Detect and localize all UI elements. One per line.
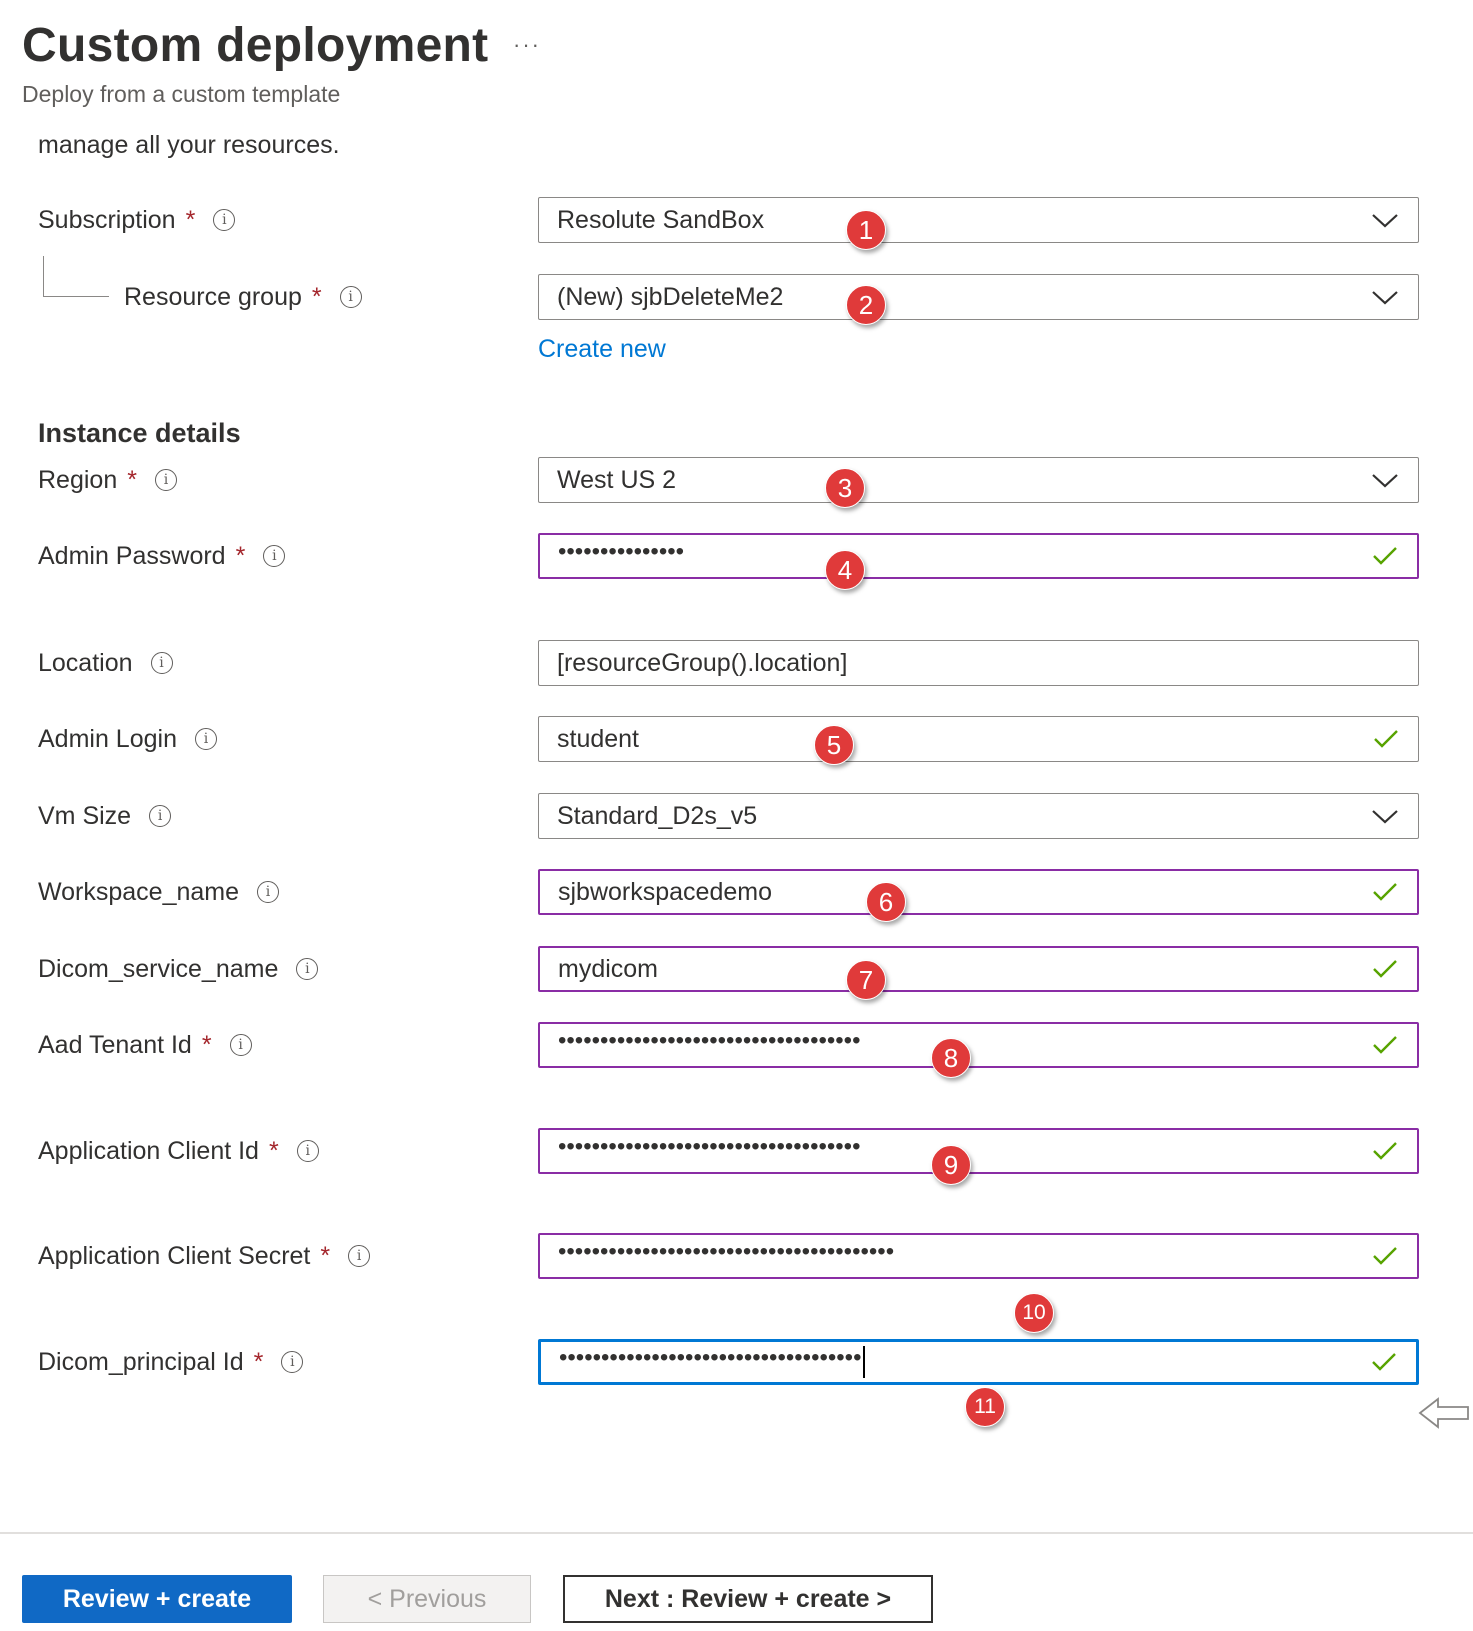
admin-password-value: •••••••••••••••	[558, 540, 685, 564]
info-icon[interactable]: i	[257, 881, 279, 903]
aad-tenant-id-label-text: Aad Tenant Id	[38, 1030, 192, 1059]
admin-login-label	[38, 716, 217, 762]
checkmark-icon	[1371, 1245, 1399, 1267]
application-client-secret-value: ••••••••••••••••••••••••••••••••••••••••	[558, 1240, 895, 1264]
region-dropdown[interactable]	[538, 457, 1419, 503]
info-icon[interactable]: i	[297, 1140, 319, 1162]
dicom-principal-id-label-text: Dicom_principal Id	[38, 1347, 244, 1376]
info-icon[interactable]: i	[348, 1245, 370, 1267]
admin-password-input[interactable]	[538, 533, 1419, 579]
admin-login-label-text: Admin Login	[38, 724, 177, 753]
admin-login-input[interactable]	[538, 716, 1419, 762]
resource-group-label	[124, 274, 362, 320]
resource-group-dropdown[interactable]	[538, 274, 1419, 320]
vm-size-label-text: Vm Size	[38, 801, 132, 830]
info-icon[interactable]: i	[195, 728, 217, 750]
annotation-badge: 6	[866, 882, 906, 922]
annotation-badge: 1	[846, 210, 886, 250]
application-client-secret-input[interactable]	[538, 1233, 1419, 1279]
chevron-down-icon	[1370, 287, 1400, 307]
checkmark-icon	[1370, 1351, 1398, 1373]
required-marker: *	[235, 541, 246, 570]
info-icon[interactable]: i	[281, 1351, 303, 1373]
aad-tenant-id-input[interactable]	[538, 1022, 1419, 1068]
subscription-label	[38, 197, 235, 243]
vm-size-dropdown[interactable]	[538, 793, 1419, 839]
info-icon[interactable]: i	[340, 286, 362, 308]
region-label-text: Region	[38, 465, 118, 494]
aad-tenant-id-value: ••••••••••••••••••••••••••••••••••••	[558, 1029, 861, 1053]
subscription-value: Resolute SandBox	[557, 205, 765, 234]
info-icon[interactable]: i	[263, 545, 285, 567]
checkmark-icon	[1371, 958, 1399, 980]
info-icon[interactable]: i	[213, 209, 235, 231]
dicom-service-name-label-text: Dicom_service_name	[38, 954, 279, 983]
dicom-principal-id-label	[38, 1339, 303, 1385]
info-icon[interactable]: i	[149, 805, 171, 827]
required-marker: *	[253, 1347, 264, 1376]
location-value: [resourceGroup().location]	[557, 648, 848, 677]
required-marker: *	[268, 1136, 279, 1165]
application-client-id-label	[38, 1128, 319, 1174]
footer-divider	[0, 1532, 1473, 1534]
dicom-principal-id-input[interactable]	[538, 1339, 1419, 1385]
aad-tenant-id-label	[38, 1022, 252, 1068]
workspace-name-input[interactable]	[538, 869, 1419, 915]
subscription-dropdown[interactable]	[538, 197, 1419, 243]
chevron-down-icon	[1370, 806, 1400, 826]
info-icon[interactable]: i	[296, 958, 318, 980]
chevron-down-icon	[1370, 210, 1400, 230]
text-cursor	[863, 1346, 865, 1378]
page-title: Custom deployment	[22, 19, 489, 72]
instance-details-heading: Instance details	[38, 418, 241, 448]
workspace-name-value: sjbworkspacedemo	[558, 877, 772, 906]
dicom-service-name-label	[38, 946, 318, 992]
checkmark-icon	[1371, 1034, 1399, 1056]
admin-password-label	[38, 533, 285, 579]
annotation-badge: 4	[825, 550, 865, 590]
subscription-label-text: Subscription	[38, 205, 176, 234]
info-icon[interactable]: i	[230, 1034, 252, 1056]
checkmark-icon	[1371, 545, 1399, 567]
required-marker: *	[185, 205, 196, 234]
annotation-badge: 11	[965, 1387, 1005, 1427]
annotation-badge: 3	[825, 468, 865, 508]
location-label	[38, 640, 173, 686]
intro-text: manage all your resources.	[38, 131, 340, 159]
admin-password-label-text: Admin Password	[38, 541, 226, 570]
required-marker: *	[201, 1030, 212, 1059]
dicom-principal-id-value: ••••••••••••••••••••••••••••••••••••	[559, 1346, 862, 1371]
required-marker: *	[127, 465, 137, 494]
vm-size-label	[38, 793, 171, 839]
dicom-service-name-input[interactable]	[538, 946, 1419, 992]
application-client-secret-label-text: Application Client Secret	[38, 1241, 311, 1270]
location-label-text: Location	[38, 648, 133, 677]
previous-button[interactable]: < Previous	[323, 1575, 531, 1623]
application-client-id-input[interactable]	[538, 1128, 1419, 1174]
annotation-badge: 7	[846, 960, 886, 1000]
region-value: West US 2	[557, 465, 677, 494]
workspace-name-label-text: Workspace_name	[38, 877, 240, 906]
checkmark-icon	[1371, 1140, 1399, 1162]
create-new-link[interactable]: Create new	[538, 335, 666, 363]
admin-login-value: student	[557, 724, 640, 753]
checkmark-icon	[1371, 881, 1399, 903]
annotation-badge: 5	[814, 725, 854, 765]
required-marker: *	[320, 1241, 331, 1270]
checkmark-icon	[1372, 728, 1400, 750]
annotation-badge: 8	[931, 1038, 971, 1078]
chevron-down-icon	[1370, 470, 1400, 490]
application-client-id-value: ••••••••••••••••••••••••••••••••••••	[558, 1135, 861, 1159]
info-icon[interactable]: i	[151, 652, 173, 674]
application-client-id-label-text: Application Client Id	[38, 1136, 259, 1165]
application-client-secret-label	[38, 1233, 370, 1279]
dicom-service-name-value: mydicom	[558, 954, 659, 983]
page-subtitle: Deploy from a custom template	[22, 81, 341, 107]
required-marker: *	[311, 282, 322, 311]
workspace-name-label	[38, 869, 279, 915]
tree-connector	[43, 256, 109, 297]
resource-group-value: (New) sjbDeleteMe2	[557, 282, 784, 311]
region-label	[38, 457, 177, 503]
review-create-button[interactable]: Review + create	[22, 1575, 292, 1623]
resource-group-label-text: Resource group	[124, 282, 302, 311]
vm-size-value: Standard_D2s_v5	[557, 801, 758, 830]
annotation-badge: 10	[1014, 1293, 1054, 1333]
arrow-left-icon	[1418, 1396, 1470, 1430]
annotation-badge: 2	[846, 285, 886, 325]
annotation-badge: 9	[931, 1145, 971, 1185]
next-button[interactable]: Next : Review + create >	[563, 1575, 933, 1623]
info-icon[interactable]: i	[155, 469, 177, 491]
more-options-button[interactable]: ···	[513, 32, 541, 57]
location-input[interactable]	[538, 640, 1419, 686]
